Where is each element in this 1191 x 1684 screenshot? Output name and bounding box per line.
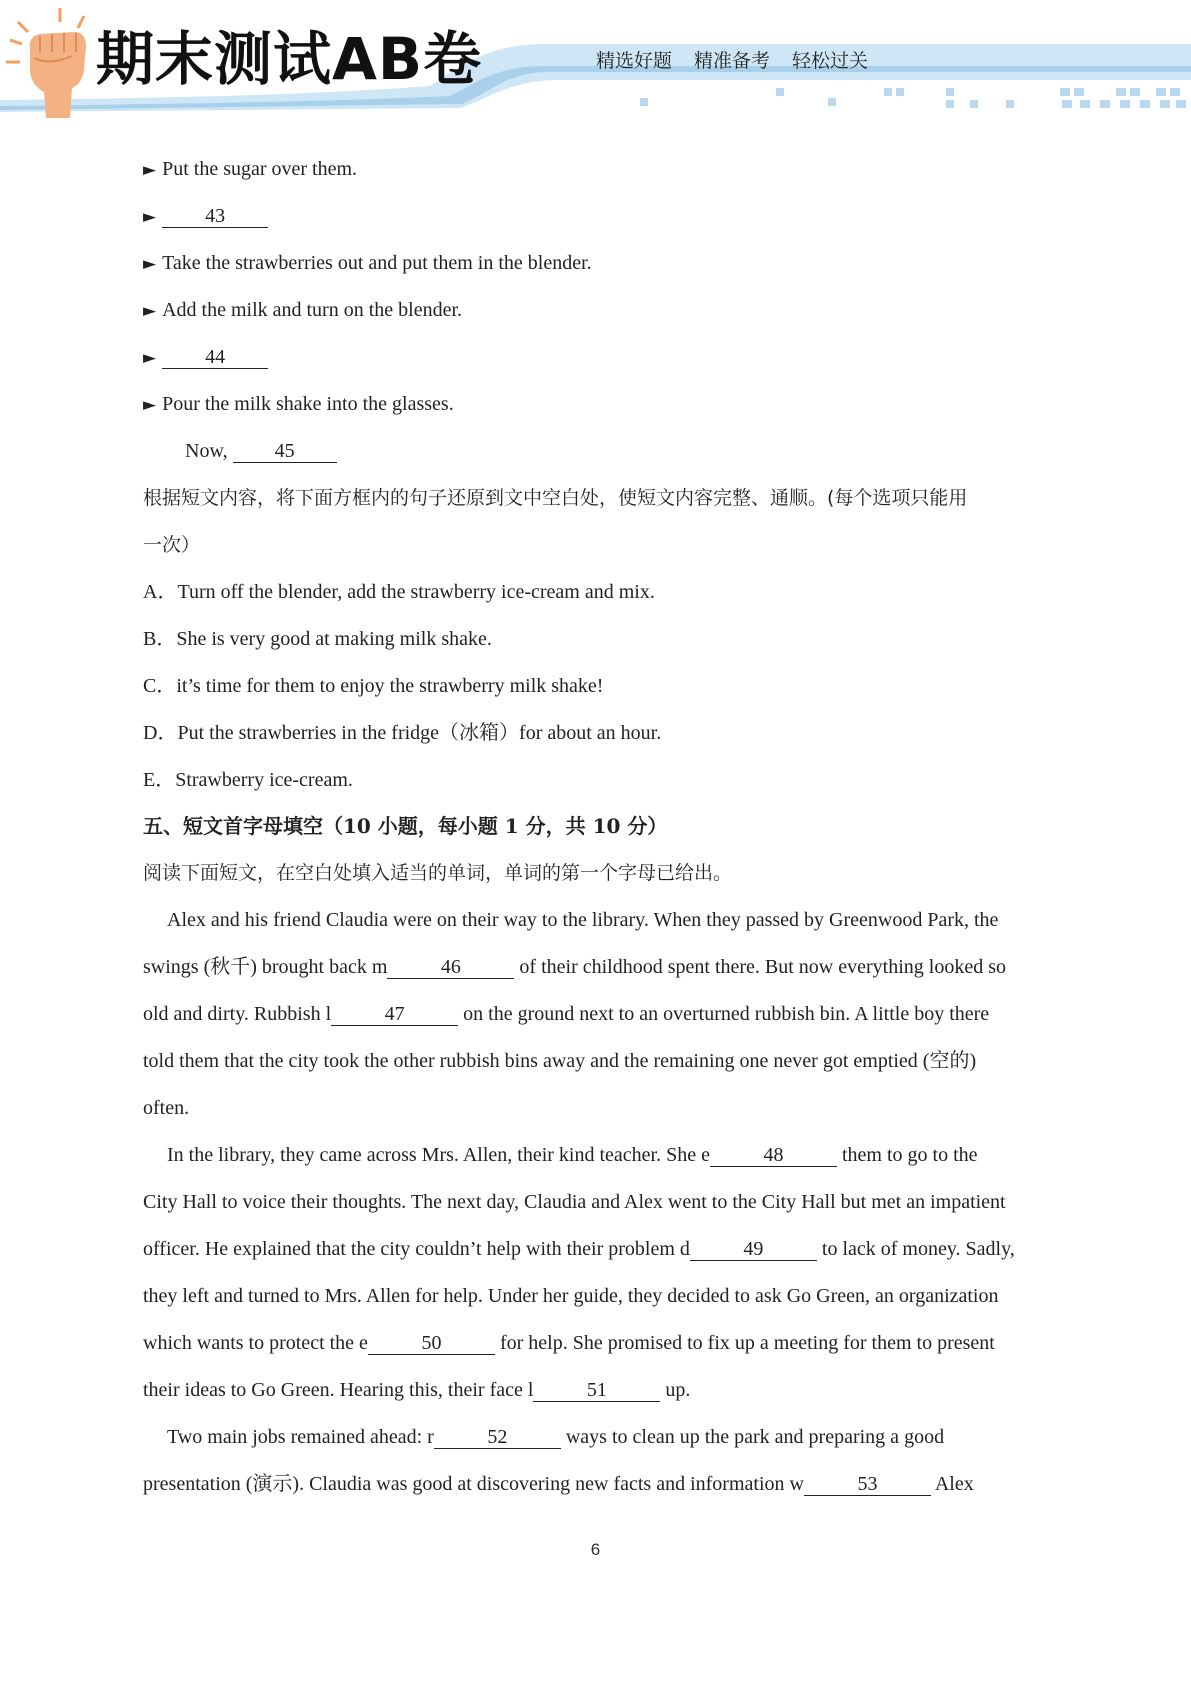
blank-48[interactable]: 48 — [710, 1144, 837, 1167]
option-text: Turn off the blender, add the strawberry ice-cream and mix. — [177, 581, 655, 603]
passage-line: they left and turned to Mrs. Allen for help. Under her guide, they decided to ask Go Green, an organization — [143, 1285, 999, 1307]
passage-line: Alex and his friend Claudia were on their way to the library. When they passed by Greenwood Park, the — [167, 909, 999, 931]
blank-47[interactable]: 47 — [331, 1003, 458, 1026]
blank-46[interactable]: 46 — [387, 956, 514, 979]
slogan-2: 精准备考 — [694, 50, 771, 72]
blank-43[interactable]: 43 — [162, 205, 268, 228]
passage-line: swings (秋千) brought back m 46 of their childhood spent there. But now everything looked so — [143, 956, 1006, 978]
option-letter: E． — [143, 769, 176, 791]
passage-line: presentation (演示). Claudia was good at discovering new facts and information w 53 Alex — [143, 1473, 974, 1495]
step-4: ► Add the milk and turn on the blender. — [143, 299, 463, 321]
option-b — [143, 627, 492, 651]
option-c — [143, 674, 603, 698]
option-text: She is very good at making milk shake. — [176, 628, 492, 650]
passage-line: told them that the city took the other rubbish bins away and the remaining one never got emptied (空的) — [143, 1050, 977, 1072]
instruction-line-1: 根据短文内容，将下面方框内的句子还原到文中空白处，使短文内容完整、通顺。(每个选项只能用 — [143, 487, 968, 509]
slogan-bar — [596, 46, 868, 73]
triangle-bullet-icon: ► — [143, 160, 157, 180]
blank-49[interactable]: 49 — [690, 1238, 817, 1261]
option-text: Put the strawberries in the fridge（冰箱）for about an hour. — [177, 722, 662, 744]
triangle-bullet-icon: ► — [143, 348, 157, 368]
triangle-bullet-icon: ► — [143, 301, 157, 321]
step-blank-44 — [143, 345, 268, 370]
blank-50[interactable]: 50 — [368, 1332, 495, 1355]
page-header — [0, 0, 1191, 125]
passage-line: In the library, they came across Mrs. Allen, their kind teacher. She e 48 them to go to the — [167, 1144, 978, 1166]
slogan-1: 精选好题 — [596, 50, 673, 72]
option-letter: D． — [143, 722, 178, 744]
blank-52[interactable]: 52 — [434, 1426, 561, 1449]
option-letter: A． — [143, 581, 178, 603]
option-text: it’s time for them to enjoy the strawberry milk shake! — [176, 675, 604, 697]
passage-line: often. — [143, 1097, 190, 1119]
step-blank-43 — [143, 204, 268, 229]
option-d — [143, 721, 661, 745]
step-6: ► Pour the milk shake into the glasses. — [143, 393, 454, 415]
passage-line: which wants to protect the e 50 for help. She promised to fix up a meeting for them to present — [143, 1332, 995, 1354]
section-5-instruction: 阅读下面短文，在空白处填入适当的单词，单词的第一个字母已给出。 — [143, 862, 733, 884]
passage-line: officer. He explained that the city couldn’t help with their problem d 49 to lack of money. Sadly, — [143, 1238, 1015, 1260]
step-3: ► Take the strawberries out and put them in the blender. — [143, 252, 592, 274]
blank-44[interactable]: 44 — [162, 346, 268, 369]
slogan-3: 轻松过关 — [792, 50, 869, 72]
page-number: 6 — [590, 1540, 601, 1559]
option-text: Strawberry ice-cream. — [175, 769, 353, 791]
passage-line: Two main jobs remained ahead: r 52 ways to clean up the park and preparing a good — [167, 1426, 945, 1448]
passage-line: their ideas to Go Green. Hearing this, their face l 51 up. — [143, 1379, 691, 1401]
triangle-bullet-icon: ► — [143, 395, 157, 415]
brand-title: 期末测试AB卷 — [96, 25, 483, 93]
blank-53[interactable]: 53 — [804, 1473, 931, 1496]
step-1: ► Put the sugar over them. — [143, 158, 358, 180]
triangle-bullet-icon: ► — [143, 254, 157, 274]
option-a — [143, 580, 655, 604]
option-e — [143, 768, 353, 792]
passage-line: City Hall to voice their thoughts. The next day, Claudia and Alex went to the City Hall but met an impatient — [143, 1191, 1006, 1213]
option-letter: C． — [143, 675, 177, 697]
passage-line: old and dirty. Rubbish l 47 on the ground next to an overturned rubbish bin. A little boy there — [143, 1003, 990, 1025]
section-5-title: 五、短文首字母填空（10 小题，每小题 1 分，共 10 分） — [143, 814, 668, 838]
blank-51[interactable]: 51 — [533, 1379, 660, 1402]
option-letter: B． — [143, 628, 177, 650]
instruction-line-2: 一次） — [143, 534, 201, 556]
blank-45[interactable]: 45 — [233, 440, 337, 463]
triangle-bullet-icon: ► — [143, 207, 157, 227]
step-now: Now, 45 — [185, 439, 337, 463]
